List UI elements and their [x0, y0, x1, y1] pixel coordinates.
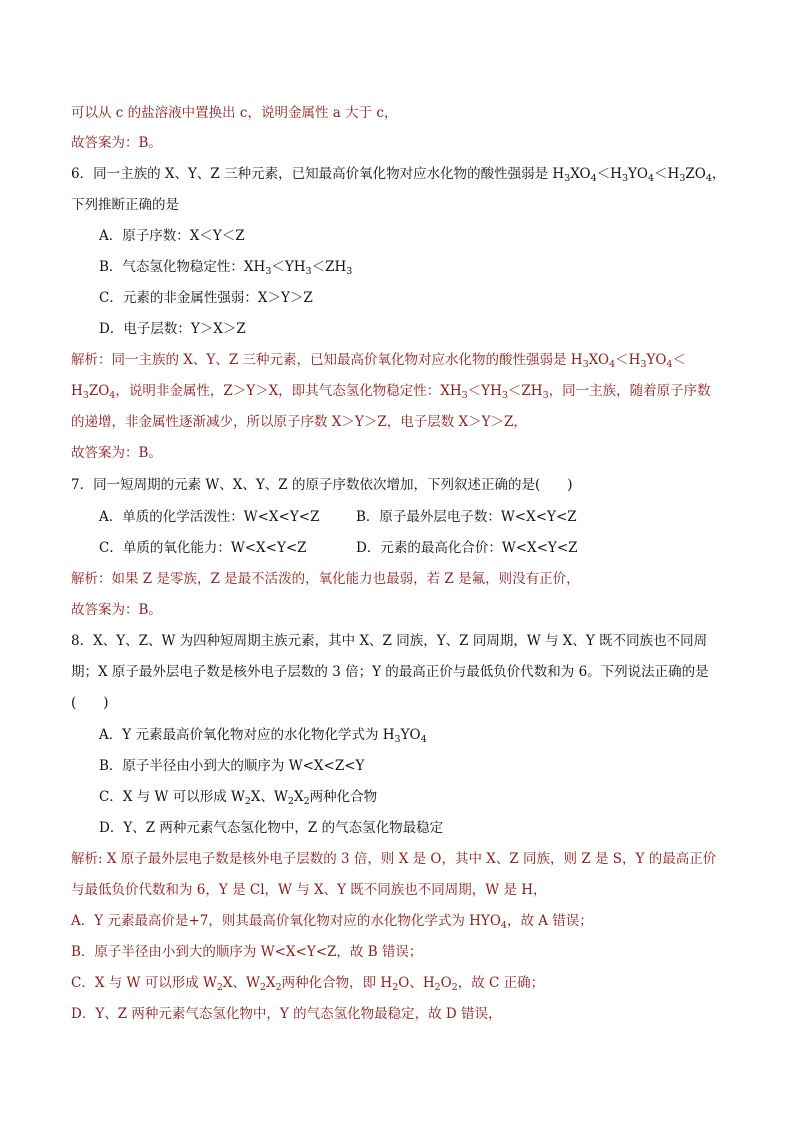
question-7-option-a: A．单质的化学活泼性：W<X<Y<Z [99, 509, 320, 525]
question-6-stem: 6．同一主族的 X、Y、Z 三种元素，已知最高价氧化物对应水化物的酸性强弱是 $H_3XO_4<H_3YO_4<H_3ZO_4$， [71, 166, 726, 184]
question-6-option-b: B．气态氢化物稳定性：$XH_3<YH_3<ZH_3$ [99, 259, 353, 277]
question-7-answer: 故答案为：B。 [71, 602, 162, 618]
question-8-stem-3: ( ) [71, 695, 109, 711]
question-6-stem-cont: 下列推断正确的是 [71, 197, 179, 213]
question-6-option-c: C．元素的非金属性强弱：X＞Y＞Z [99, 290, 313, 306]
question-6-answer: 故答案为：B。 [71, 445, 162, 461]
explanation-line: 可以从 c 的盐溶液中置换出 c，说明金属性 a 大于 c， [71, 105, 398, 121]
question-8-explanation-2: 与最低负价代数和为 6，Y 是 Cl，W 与 X、Y 既不同族也不同周期，W 是 H， [71, 882, 547, 898]
question-7-option-d: D．元素的最高化合价：W<X<Y<Z [356, 540, 578, 556]
question-6-explanation-1: 解析：同一主族的 X、Y、Z 三种元素，已知最高价氧化物对应水化物的酸性强弱是 $H_3XO_4<H_3YO_4<$ [71, 352, 686, 370]
question-8-explanation-c: C．X 与 W 可以形成 $W_2X$、$W_2X_2$两种化合物，即 $H_2O$、$H_2O_2$，故 C 正确； [71, 975, 545, 993]
answer-line: 故答案为：B。 [71, 135, 162, 151]
question-6-option-d: D．电子层数：Y＞X＞Z [99, 321, 246, 337]
question-8-stem-2: 期；X 原子最外层电子数是核外电子层数的 3 倍；Y 的最高正价与最低负价代数和为 6。下列说法正确的是 [71, 664, 709, 680]
question-6-explanation-3: 的递增，非金属性逐渐减少，所以原子序数 X＞Y＞Z，电子层数 X＞Y＞Z， [71, 414, 527, 430]
question-6-option-a: A．原子序数：X＜Y＜Z [99, 228, 245, 244]
question-7-option-c: C．单质的氧化能力：W<X<Y<Z [99, 540, 307, 556]
question-8-option-a: A．Y 元素最高价氧化物对应的水化物化学式为 $H_3YO_4$ [99, 727, 427, 745]
question-8-explanation-b: B．原子半径由小到大的顺序为 W<X<Y<Z，故 B 错误； [71, 944, 423, 960]
question-8-option-b: B．原子半径由小到大的顺序为 W<X<Z<Y [99, 758, 365, 774]
question-8-explanation-1: 解析: X 原子最外层电子数是核外电子层数的 3 倍，则 X 是 O，其中 X、Z 同族，则 Z 是 S，Y 的最高正价 [71, 851, 717, 867]
question-8-explanation-d: D．Y、Z 两种元素气态氢化物中，Y 的气态氢化物最稳定，故 D 错误， [71, 1006, 502, 1022]
question-7-stem: 7．同一短周期的元素 W、X、Y、Z 的原子序数依次增加，下列叙述正确的是( ) [71, 477, 573, 493]
question-8-explanation-a: A．Y 元素最高价是+7，则其最高价氧化物对应的水化物化学式为 $HYO_4$，故 A 错误； [71, 913, 593, 931]
question-6-explanation-2: $H_3ZO_4$，说明非金属性，Z＞Y＞X，即其气态氢化物稳定性：$XH_3<YH_3<ZH_3$，同一主族，随着原子序数 [71, 383, 711, 401]
question-7-option-b: B．原子最外层电子数：W<X<Y<Z [356, 509, 577, 525]
question-8-option-c: C．X 与 W 可以形成 $W_2X$、$W_2X_2$两种化合物 [99, 789, 378, 807]
question-7-explanation: 解析：如果 Z 是零族，Z 是最不活泼的，氧化能力也最弱，若 Z 是氟，则没有正价， [71, 571, 580, 587]
question-8-option-d: D．Y、Z 两种元素气态氢化物中，Z 的气态氢化物最稳定 [99, 820, 444, 836]
question-8-stem-1: 8．X、Y、Z、W 为四种短周期主族元素，其中 X、Z 同族，Y、Z 同周期，W 与 X、Y 既不同族也不同周 [71, 633, 708, 649]
